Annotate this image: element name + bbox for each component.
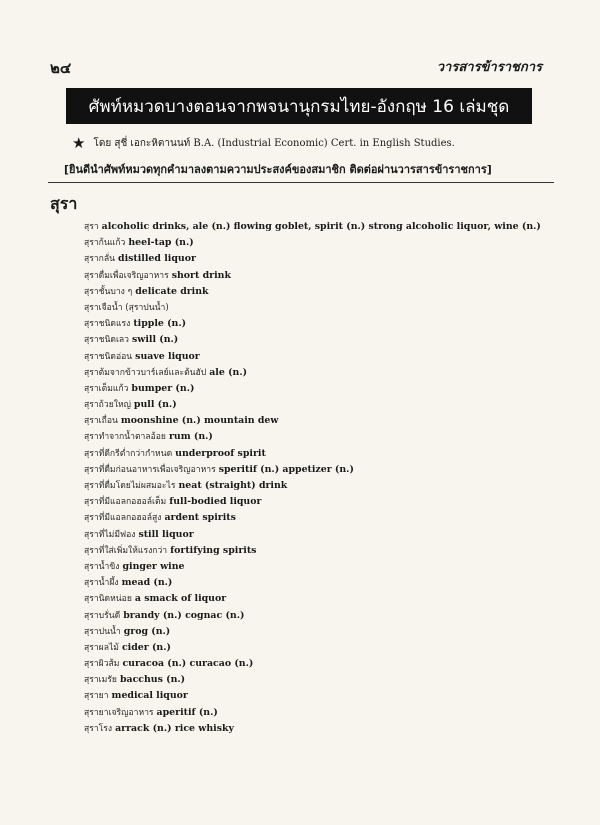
thai-term: สุราเถื่อน [84, 416, 118, 427]
english-translation: still liquor [138, 528, 194, 540]
thai-term: สุราชนิดเลว [84, 335, 130, 346]
glossary-entry [84, 559, 554, 575]
english-translation: rum (n.) [168, 431, 213, 443]
thai-term: สุรากลั่น [84, 254, 116, 265]
glossary-entry [84, 251, 554, 267]
glossary-entry [84, 235, 554, 251]
english-translation: alcoholic drinks, ale (n.) flowing goblet, spirit (n.) strong alcoholic liquor, wine (n.) [101, 221, 541, 232]
thai-term: สุราโรง [84, 723, 113, 734]
thai-term: สุราปนน้ำ [84, 626, 121, 637]
glossary-entry [84, 332, 554, 348]
glossary-entry [84, 446, 554, 462]
star-icon: ★ [72, 134, 86, 152]
divider [48, 182, 554, 183]
editor-notice: [ยินดีนำศัพท์หมวดทุกคำมาลงตามความประสงค์ของสมาชิก ติดต่อผ่านวารสารข้าราชการ] [64, 163, 492, 176]
english-translation: ale (n.) [209, 366, 248, 378]
glossary-entry [84, 494, 554, 510]
glossary-entry [84, 543, 554, 559]
glossary-entry [84, 397, 554, 413]
english-translation: delicate drink [135, 285, 209, 297]
thai-term: สุราที่ไม่มีฟอง [84, 529, 136, 540]
thai-term: สุรานิดหน่อย [84, 594, 132, 605]
thai-term: สุราก้นแก้ว [84, 238, 126, 249]
english-translation: a smack of liquor [134, 593, 227, 605]
english-translation: tipple (n.) [133, 318, 187, 330]
glossary-entry [84, 591, 554, 607]
glossary-entry [84, 316, 554, 332]
glossary-entry [84, 284, 554, 300]
thai-term: สุราดื่มเพื่อเจริญอาหาร [84, 270, 169, 281]
thai-term: สุราที่ดีกรีต่ำกว่ากำหนด [84, 448, 173, 459]
byline [72, 136, 542, 151]
english-translation: ginger wine [122, 560, 185, 572]
english-translation: curacoa (n.) curacao (n.) [122, 658, 254, 670]
english-translation: medical liquor [111, 690, 188, 702]
thai-term: สุราเมรัย [84, 675, 117, 686]
thai-term: สุรายา [84, 691, 109, 702]
thai-term: สุราที่ดื่มก่อนอาหารเพื่อเจริญอาหาร [84, 464, 216, 475]
english-translation: underproof spirit [175, 447, 266, 459]
thai-term: สุราผิวส้ม [84, 659, 120, 670]
thai-term: สุราที่ใส่เพิ่มให้แรงกว่า [84, 545, 168, 556]
glossary-entry [84, 575, 554, 591]
thai-term: สุราเจือน้ำ (สุราปนน้ำ) [84, 302, 169, 313]
glossary-entry [84, 624, 554, 640]
english-translation: grog (n.) [123, 625, 171, 637]
glossary-entry [84, 656, 554, 672]
thai-term: สุราเต็มแก้ว [84, 383, 129, 394]
english-translation: cider (n.) [121, 641, 171, 653]
section-heading: สุรา [50, 194, 78, 213]
thai-term: สุรา [84, 222, 99, 232]
thai-term: สุราถ้วยใหญ่ [84, 400, 131, 411]
glossary-entry [84, 672, 554, 688]
thai-term: สุราที่ดื่มโดยไม่ผสมอะไร [84, 481, 176, 491]
page-number: ๒๔ [50, 59, 72, 77]
thai-term: สุราที่มีแอลกอฮอล์สูง [84, 513, 162, 524]
glossary-entry [84, 381, 554, 397]
glossary-entry [84, 413, 554, 429]
english-translation: aperitif (n.) [156, 706, 218, 718]
glossary-entry [84, 705, 554, 721]
english-translation: swill (n.) [132, 334, 179, 346]
thai-term: สุรายาเจริญอาหาร [84, 707, 154, 718]
article-title [66, 88, 532, 124]
glossary-entry [84, 365, 554, 381]
english-translation: arrack (n.) rice whisky [115, 722, 234, 734]
english-translation: speritif (n.) appetizer (n.) [218, 463, 354, 475]
thai-term: สุราผลไม้ [84, 642, 119, 653]
glossary-entry [84, 219, 554, 235]
glossary-entry [84, 640, 554, 656]
english-translation: moonshine (n.) mountain dew [120, 415, 279, 427]
byline-text: โดย สุชี่ เอกะหิตานนท์ B.A. (Industrial Economic) Cert. in English Studies. [93, 138, 455, 149]
english-translation: short drink [171, 269, 231, 281]
glossary-entry [84, 462, 554, 478]
glossary-entry [84, 478, 554, 494]
thai-term: สุราชนิดอ่อน [84, 351, 133, 362]
english-translation: fortifying spirits [170, 544, 257, 556]
english-translation: neat (straight) drink [178, 480, 288, 491]
thai-term: สุราที่มีแอลกอฮอล์เต็ม [84, 497, 167, 508]
glossary-entry [84, 527, 554, 543]
glossary-entry [84, 268, 554, 284]
english-translation: pull (n.) [133, 399, 177, 411]
english-translation: ardent spirits [164, 512, 236, 524]
thai-term: สุราต้มจากข้าวบาร์เลย์และต้นฮัป [84, 367, 207, 378]
thai-term: สุราน้ำขิง [84, 561, 120, 572]
thai-term: สุราน้ำผึ้ง [84, 578, 119, 589]
glossary-list [84, 219, 554, 737]
thai-term: สุราบรั่นดี [84, 610, 121, 621]
glossary-entry [84, 688, 554, 704]
glossary-entry [84, 608, 554, 624]
glossary-entry [84, 429, 554, 445]
glossary-entry [84, 300, 554, 316]
glossary-entry [84, 349, 554, 365]
english-translation: distilled liquor [118, 253, 196, 265]
article-title-text: ศัพท์หมวดบางตอนจากพจนานุกรมไทย-อังกฤษ 16 เล่มชุด [88, 96, 510, 117]
english-translation: bacchus (n.) [119, 674, 186, 686]
english-translation: full-bodied liquor [169, 496, 262, 508]
english-translation: bumper (n.) [131, 382, 195, 394]
thai-term: สุราชั้นบาง ๆ [84, 286, 133, 297]
journal-name: วารสารข้าราชการ [436, 60, 542, 75]
english-translation: brandy (n.) cognac (n.) [123, 609, 245, 621]
glossary-entry [84, 510, 554, 526]
english-translation: mead (n.) [121, 577, 173, 589]
thai-term: สุราชนิดแรง [84, 319, 131, 330]
thai-term: สุราทำจากน้ำตาลอ้อย [84, 432, 166, 443]
english-translation: suave liquor [135, 350, 200, 362]
english-translation: heel-tap (n.) [128, 237, 194, 249]
glossary-entry [84, 721, 554, 737]
